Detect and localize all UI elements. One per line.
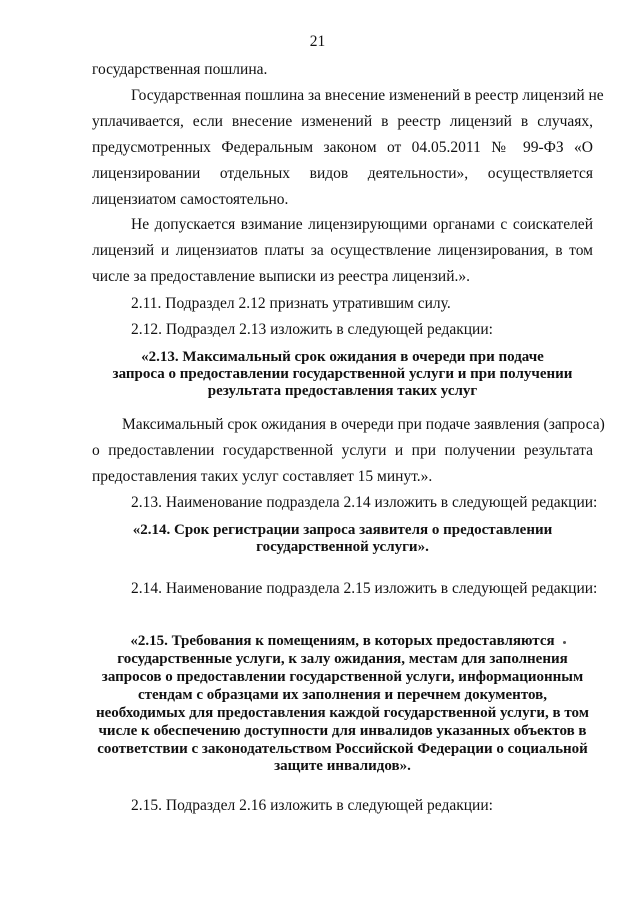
section-heading-line: защите инвалидов».	[274, 758, 411, 774]
paragraph-line: предоставления таких услуг составляет 15 минут.».	[92, 468, 433, 485]
section-heading-line: государственные услуги, к залу ожидания, местам для заполнения	[117, 651, 568, 667]
paragraph-line: лицензиатом самостоятельно.	[92, 191, 289, 208]
paragraph-line: 2.13. Наименование подраздела 2.14 изложить в следующей редакции:	[131, 494, 598, 511]
paragraph-line: уплачивается, если внесение изменений в реестр лицензий в случаях,	[92, 113, 593, 130]
section-heading-line: запроса о предоставлении государственной услуги и при получении	[112, 366, 573, 382]
section-heading-line: «2.15. Требования к помещениям, в которых предоставляются	[130, 633, 555, 649]
paragraph-line: 2.12. Подраздел 2.13 изложить в следующей редакции:	[131, 321, 493, 338]
section-heading-line: «2.14. Срок регистрации запроса заявителя о предоставлении	[132, 522, 553, 538]
paragraph-line: Максимальный срок ожидания в очереди при подаче заявления (запроса)	[122, 416, 605, 433]
paragraph-line: Не допускается взимание лицензирующими органами с соискателей	[131, 216, 593, 233]
paragraph-line: 2.15. Подраздел 2.16 изложить в следующей редакции:	[131, 797, 493, 814]
section-heading-line: соответствии с законодательством Российской Федерации о социальной	[97, 741, 588, 757]
paragraph-line: государственная пошлина.	[92, 61, 268, 78]
paragraph-line: о предоставлении государственной услуги и при получении результата	[92, 442, 593, 459]
section-heading-line: необходимых для предоставления каждой государственной услуги, в том	[95, 705, 589, 721]
paragraph-line: предусмотренных Федеральным законом от 04.05.2011 № 99-ФЗ «О	[92, 139, 593, 156]
paragraph-line: лицензий и лицензиатов платы за осуществление лицензирования, в том	[92, 242, 593, 259]
page-number: 21	[309, 33, 326, 50]
paragraph-line: 2.11. Подраздел 2.12 признать утратившим силу.	[131, 295, 451, 312]
section-heading-line: числе к обеспечению доступности для инвалидов указанных объектов в	[98, 723, 587, 739]
paragraph-line: лицензировании отдельных видов деятельности», осуществляется	[92, 165, 593, 182]
section-heading-line: результата предоставления таких услуг	[207, 383, 478, 399]
paragraph-line: числе за предоставление выписки из реестра лицензий.».	[92, 268, 471, 285]
section-heading-line: стендам с образцами их заполнения и перечнем документов,	[138, 687, 547, 703]
section-heading-line: «2.13. Максимальный срок ожидания в очереди при подаче	[141, 349, 544, 365]
paragraph-line: Государственная пошлина за внесение изменений в реестр лицензий не	[131, 87, 604, 104]
paragraph-line: 2.14. Наименование подраздела 2.15 изложить в следующей редакции:	[131, 580, 598, 597]
scan-speck	[563, 641, 566, 644]
section-heading-line: государственной услуги».	[256, 539, 429, 555]
section-heading-line: запросов о предоставлении государственной услуги, информационным	[101, 669, 584, 685]
